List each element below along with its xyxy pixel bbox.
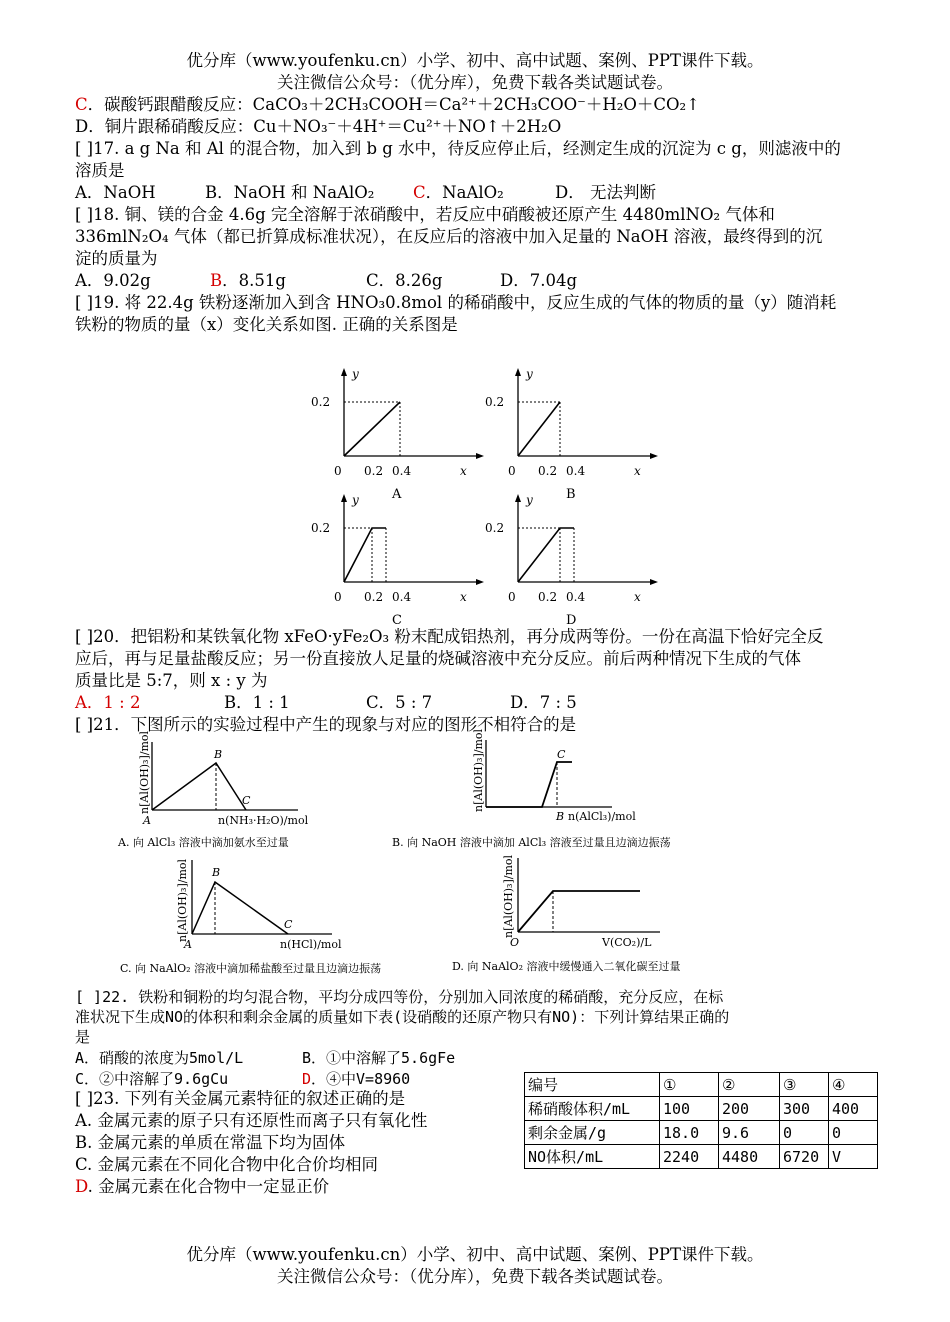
q19-graph-a-x-tick-1: 0.2 <box>364 464 384 478</box>
q20-stem-2: 应后，再与足量盐酸反应；另一份直接放人足量的烧碱溶液中充分反应。前后两种情况下生成的气体 <box>75 649 801 668</box>
q21-b-ylabel: n[Al(OH)₃]/mol <box>472 728 485 812</box>
table-cell: 18.0 <box>660 1121 719 1145</box>
q21-c-xlabel: n(HCl)/mol <box>280 938 342 951</box>
q20-option-a: A．1 : 2 <box>75 693 141 712</box>
table-cell: 400 <box>829 1097 878 1121</box>
q19-graph-c-series-line <box>344 528 386 582</box>
q18-stem-3: 淀的质量为 <box>75 249 158 268</box>
q22-answer-letter: D <box>302 1070 312 1088</box>
q17-option-c: C．NaAlO₂ <box>413 183 504 202</box>
q20-stem-3: 质量比是 5:7，则 x : y 为 <box>75 671 268 690</box>
q19-graph-d-label: D <box>566 613 577 628</box>
q21-d-xlabel: V(CO₂)/L <box>602 936 652 949</box>
q23-answer-letter: D <box>75 1177 88 1196</box>
table-header-cell: ① <box>660 1073 719 1097</box>
q21-b-xlabel: n(AlCl₃)/mol <box>568 810 636 823</box>
table-cell: 9.6 <box>719 1121 780 1145</box>
q21-a-xlabel: n(NH₃·H₂O)/mol <box>218 814 309 827</box>
q18-option-d: D．7.04g <box>500 271 578 290</box>
q19-graph-c-y-arrow <box>341 494 347 502</box>
q17-option-a: A．NaOH <box>75 183 156 202</box>
q19-graph-a-x-label: x <box>460 464 467 478</box>
q19-graph-a-label: A <box>392 487 402 502</box>
q19-graph-c-x-label: x <box>460 590 467 604</box>
q21-d-pt-o: O <box>510 936 520 949</box>
q23-stem: [ ]23. 下列有关金属元素特征的叙述正确的是 <box>75 1089 406 1108</box>
table-header-cell: ④ <box>829 1073 878 1097</box>
q17-answer-letter: C <box>413 183 426 202</box>
q21-b-pt-c: C <box>557 748 566 761</box>
q22-option-d: D．④中V=8960 <box>302 1070 411 1088</box>
q19-graph-a-series-line <box>344 402 400 456</box>
q19-graph-a-y-arrow <box>341 368 347 376</box>
table-header-cell: ② <box>719 1073 780 1097</box>
q19-graph-c-y-tick: 0.2 <box>311 521 331 535</box>
q21-graph-a <box>117 731 309 849</box>
q21-a-pt-c: C <box>242 794 251 807</box>
q19-graph-c-x-tick-2: 0.4 <box>392 590 412 604</box>
q22-stem-3: 是 <box>75 1028 91 1046</box>
q19-graph-a-origin: 0 <box>334 464 342 478</box>
q20-answer-letter: A <box>75 693 87 712</box>
q19-graph-c-x-arrow <box>476 579 484 585</box>
q21-c-caption: C. 向 NaAlO₂ 溶液中滴加稀盐酸至过量且边滴边振荡 <box>120 962 382 975</box>
q20-option-d: D．7 : 5 <box>510 693 577 712</box>
q20-option-b: B．1 : 1 <box>224 693 290 712</box>
q19-graph-d-x-label: x <box>634 590 641 604</box>
q18-stem-2: 336mlN₂O₄ 气体（都已折算成标准状况），在反应后的溶液中加入足量的 NaOH 溶液，最终得到的沉 <box>75 227 823 246</box>
footer-line-2: 关注微信公众号：（优分库），免费下载各类试题试卷。 <box>277 1267 673 1286</box>
q23-option-b: B. 金属元素的单质在常温下均为固体 <box>75 1133 346 1152</box>
table-cell: 稀硝酸体积/mL <box>525 1097 660 1121</box>
q19-graph-b-origin: 0 <box>508 464 516 478</box>
table-header-cell: ③ <box>780 1073 829 1097</box>
q19-graph-d-origin: 0 <box>508 590 516 604</box>
q19-graph-c-origin: 0 <box>334 590 342 604</box>
q21-d-ylabel: n[Al(OH)₃]/mol <box>502 854 515 938</box>
q16-option-d: D．铜片跟稀硝酸反应：Cu＋NO₃⁻＋4H⁺＝Cu²⁺＋NO↑＋2H₂O <box>75 117 562 136</box>
q19-graph-b-x-label: x <box>634 464 641 478</box>
q19-graph-a-y-label: y <box>352 367 359 381</box>
q22-option-c: C．②中溶解了9.6gCu <box>75 1070 229 1088</box>
q19-graph-a-x-tick-2: 0.4 <box>392 464 412 478</box>
q21-stem: [ ]21．下图所示的实验过程中产生的现象与对应的图形不相符合的是 <box>75 715 577 734</box>
table-cell: NO体积/mL <box>525 1145 660 1169</box>
q19-graph-d-y-tick: 0.2 <box>485 521 505 535</box>
q19-graph-b-x-tick-1: 0.2 <box>538 464 558 478</box>
q19-graph-d-x-tick-1: 0.2 <box>538 590 558 604</box>
q22-stem-2: 准状况下生成NO的体积和剩余金属的质量如下表(设硝酸的还原产物只有NO)：下列计算结果正确的 <box>75 1008 730 1026</box>
q19-graph-b-series-line <box>518 402 560 456</box>
q17-stem-2: 溶质是 <box>75 161 125 180</box>
q19-graph-c-y-label: y <box>352 493 359 507</box>
q21-c-pt-a: A <box>184 938 192 951</box>
table-row <box>525 1121 878 1145</box>
table-header-cell: 编号 <box>525 1073 660 1097</box>
q19-graph-b-x-tick-2: 0.4 <box>566 464 586 478</box>
q22-table <box>524 1072 878 1169</box>
q21-graphs <box>0 728 950 982</box>
table-cell: 100 <box>660 1097 719 1121</box>
footer-line-1: 优分库（www.youfenku.cn）小学、初中、高中试题、案例、PPT课件下载。 <box>186 1245 764 1264</box>
table-cell: V <box>829 1145 878 1169</box>
table-cell: 6720 <box>780 1145 829 1169</box>
q21-b-pt-b: B <box>556 810 565 823</box>
q20-option-c: C．5 : 7 <box>366 693 433 712</box>
q19-graph-b-label: B <box>566 487 576 502</box>
q19-graphs <box>0 355 950 628</box>
q21-a-caption: A. 向 AlCl₃ 溶液中滴加氨水至过量 <box>118 836 289 849</box>
header-line-1: 优分库（www.youfenku.cn）小学、初中、高中试题、案例、PPT课件下载。 <box>186 51 764 70</box>
q23-option-c: C. 金属元素在不同化合物中化合价均相同 <box>75 1155 379 1174</box>
q21-b-caption: B. 向 NaOH 溶液中滴加 AlCl₃ 溶液至过量且边滴边振荡 <box>392 836 671 849</box>
q21-c-pt-c: C <box>284 918 293 931</box>
q19-graph-d-x-tick-2: 0.4 <box>566 590 586 604</box>
q21-graph-b <box>392 729 671 849</box>
q19-graph-d-y-label: y <box>526 493 533 507</box>
q17-stem-1: [ ]17. a g Na 和 Al 的混合物，加入到 b g 水中，待反应停止后，经测定生成的沉淀为 c g，则滤液中的 <box>75 139 841 158</box>
q18-option-b: B．8.51g <box>210 271 286 290</box>
q21-a-pt-b: B <box>214 748 223 761</box>
q18-stem-1: [ ]18. 铜、镁的合金 4.6g 完全溶解于浓硝酸中，若反应中硝酸被还原产生 4480mlNO₂ 气体和 <box>75 205 775 224</box>
q21-c-ylabel: n[Al(OH)₃]/mol <box>176 858 189 942</box>
table-cell: 300 <box>780 1097 829 1121</box>
q22-stem-1: [ ]22. 铁粉和铜粉的均匀混合物，平均分成四等份，分别加入同浓度的稀硝酸，充分反应，在标 <box>75 988 724 1006</box>
q18-option-a: A．9.02g <box>75 271 151 290</box>
table-cell: 4480 <box>719 1145 780 1169</box>
table-cell: 2240 <box>660 1145 719 1169</box>
table-row <box>525 1073 878 1097</box>
q17-option-d: D． 无法判断 <box>555 183 656 202</box>
q16-option-c: C．碳酸钙跟醋酸反应：CaCO₃＋2CH₃COOH＝Ca²⁺＋2CH₃COO⁻＋H₂O＋CO₂↑ <box>75 95 700 114</box>
header-line-2: 关注微信公众号：（优分库），免费下载各类试题试卷。 <box>277 73 673 92</box>
q23-option-d: D. 金属元素在化合物中一定显正价 <box>75 1177 330 1196</box>
q19-graph-a-y-tick: 0.2 <box>311 395 331 409</box>
q18-answer-letter: B <box>210 271 223 290</box>
table-cell: 剩余金属/g <box>525 1121 660 1145</box>
table-cell: 200 <box>719 1097 780 1121</box>
q19-graph-d-y-arrow <box>515 494 521 502</box>
q19-graph-d-x-arrow <box>650 579 658 585</box>
q19-graph-a-x-arrow <box>476 453 484 459</box>
q21-d-caption: D. 向 NaAlO₂ 溶液中缓慢通入二氧化碳至过量 <box>452 960 681 973</box>
table-cell: 0 <box>780 1121 829 1145</box>
q19-graph-c-x-tick-1: 0.2 <box>364 590 384 604</box>
q20-stem-1: [ ]20．把铝粉和某铁氧化物 xFeO·yFe₂O₃ 粉末配成铝热剂，再分成两等份。一份在高温下恰好完全反 <box>75 627 824 646</box>
q19-graph-b-x-arrow <box>650 453 658 459</box>
q19-graph-b-y-arrow <box>515 368 521 376</box>
q22-option-b: B．①中溶解了5.6gFe <box>302 1049 456 1067</box>
table-row <box>525 1145 878 1169</box>
q21-graph-d <box>452 855 681 973</box>
q17-option-b: B．NaOH 和 NaAlO₂ <box>205 183 375 202</box>
table-cell: 0 <box>829 1121 878 1145</box>
q22-option-a: A．硝酸的浓度为5mol/L <box>75 1049 244 1067</box>
q19-graph-d-series-line <box>518 528 574 582</box>
q19-stem-1: [ ]19. 将 22.4g 铁粉逐渐加入到含 HNO₃0.8mol 的稀硝酸中，反应生成的气体的物质的量（y）随消耗 <box>75 293 837 312</box>
q21-c-pt-b: B <box>212 866 221 879</box>
q19-graph-b-y-label: y <box>526 367 533 381</box>
q21-a-ylabel: n[Al(OH)₃]/mol <box>138 730 151 814</box>
q18-option-c: C．8.26g <box>366 271 443 290</box>
q21-a-pt-a: A <box>143 814 151 827</box>
q23-option-a: A. 金属元素的原子只有还原性而离子只有氧化性 <box>75 1111 428 1130</box>
table-row <box>525 1097 878 1121</box>
q16-answer-letter: C <box>75 95 88 114</box>
q19-stem-2: 铁粉的物质的量（x）变化关系如图. 正确的关系图是 <box>75 315 458 334</box>
q21-graph-c <box>120 859 381 975</box>
q19-graph-b-y-tick: 0.2 <box>485 395 505 409</box>
q19-graph-c-label: C <box>392 613 402 628</box>
